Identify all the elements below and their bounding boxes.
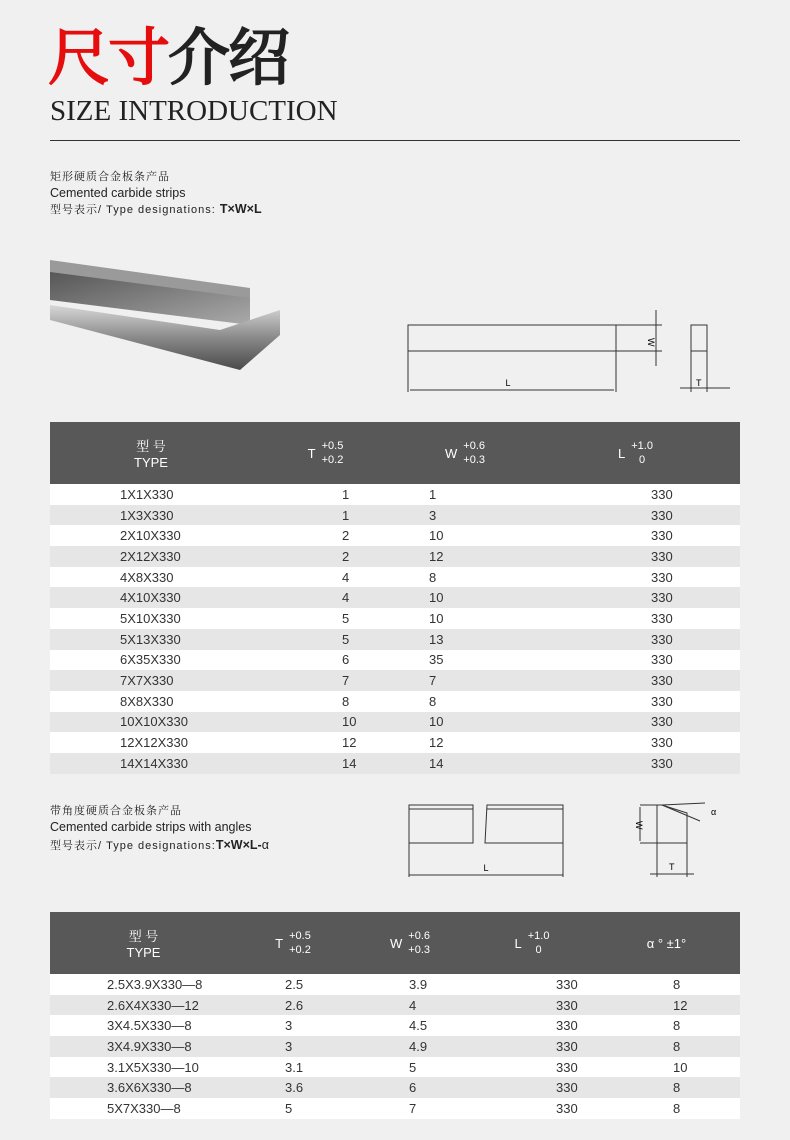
table-cell: 35 <box>399 650 531 671</box>
col-T: T +0.5 +0.2 <box>252 422 399 484</box>
table-cell: 5 <box>252 629 399 650</box>
size-table-2 <box>50 912 740 1119</box>
col-W: W +0.6 +0.3 <box>399 422 531 484</box>
table-cell: 10 <box>252 712 399 733</box>
table-cell: 4X10X330 <box>50 587 252 608</box>
table-row <box>50 974 740 995</box>
table-cell: 1 <box>252 505 399 526</box>
designation-prefix: 型号表示/ Type designations: <box>50 840 216 852</box>
col-type: 型 号 TYPE <box>50 912 237 974</box>
table-cell: 8 <box>399 691 531 712</box>
table-cell: 330 <box>531 691 740 712</box>
table-cell: 2X10X330 <box>50 525 252 546</box>
table-cell: 12 <box>399 732 531 753</box>
table-row <box>50 608 740 629</box>
table-cell: 330 <box>471 1036 593 1057</box>
title-red: 尺寸 <box>48 21 169 94</box>
table-cell: 330 <box>471 1077 593 1098</box>
label-L: L <box>483 863 489 873</box>
table-cell: 4 <box>349 995 471 1016</box>
table-cell: 4.5 <box>349 1015 471 1036</box>
table-cell: 7 <box>349 1098 471 1119</box>
table-cell: 8X8X330 <box>50 691 252 712</box>
label-T: T <box>696 378 702 388</box>
section1-en: Cemented carbide strips <box>50 186 186 200</box>
section2-cn: 带角度硬质合金板条产品 <box>50 805 182 817</box>
table-cell: 330 <box>471 1057 593 1078</box>
table-cell: 13 <box>399 629 531 650</box>
col-alpha: α ° ±1° <box>593 912 740 974</box>
carbide-strips-photo <box>50 250 290 390</box>
table-row <box>50 691 740 712</box>
table-cell: 12 <box>252 732 399 753</box>
table-cell: 4 <box>252 567 399 588</box>
table-cell: 10 <box>399 587 531 608</box>
table-cell: 5 <box>237 1098 349 1119</box>
section2-en: Cemented carbide strips with angles <box>50 820 252 834</box>
table-row <box>50 1098 740 1119</box>
table-cell: 330 <box>531 484 740 505</box>
table-cell: 330 <box>531 587 740 608</box>
col-L: L +1.0 0 <box>531 422 740 484</box>
table-cell: 10X10X330 <box>50 712 252 733</box>
table-row <box>50 1077 740 1098</box>
table-cell: 2 <box>252 546 399 567</box>
designation-alpha: α <box>261 838 269 852</box>
table-cell: 2.6 <box>237 995 349 1016</box>
table-row <box>50 995 740 1016</box>
table-cell: 4.9 <box>349 1036 471 1057</box>
table-cell: 4X8X330 <box>50 567 252 588</box>
table-cell: 10 <box>399 608 531 629</box>
table-row <box>50 1015 740 1036</box>
table-cell: 12 <box>399 546 531 567</box>
table-cell: 330 <box>471 974 593 995</box>
table-cell: 12 <box>593 995 740 1016</box>
table-cell: 1 <box>399 484 531 505</box>
table-cell: 3 <box>237 1036 349 1057</box>
table-cell: 1X3X330 <box>50 505 252 526</box>
table-row <box>50 1036 740 1057</box>
table-cell: 8 <box>252 691 399 712</box>
table-cell: 2.6X4X330—12 <box>50 995 237 1016</box>
table-cell: 2X12X330 <box>50 546 252 567</box>
table-cell: 330 <box>531 608 740 629</box>
table-cell: 2 <box>252 525 399 546</box>
table-cell: 3.6 <box>237 1077 349 1098</box>
table-cell: 330 <box>531 525 740 546</box>
table-cell: 5X10X330 <box>50 608 252 629</box>
table-row <box>50 732 740 753</box>
table-cell: 330 <box>531 650 740 671</box>
table-cell: 3.1X5X330—10 <box>50 1057 237 1078</box>
col-W: W +0.6 +0.3 <box>349 912 471 974</box>
table-header <box>50 912 740 974</box>
table-cell: 6X35X330 <box>50 650 252 671</box>
strip-diagram <box>400 300 740 400</box>
table-cell: 3.1 <box>237 1057 349 1078</box>
designation-prefix: 型号表示/ Type designations: <box>50 204 220 216</box>
label-W: W <box>646 338 656 347</box>
table-cell: 5X7X330—8 <box>50 1098 237 1119</box>
table-row <box>50 670 740 691</box>
table-cell: 8 <box>593 1036 740 1057</box>
table-cell: 330 <box>531 629 740 650</box>
label-W: W <box>634 821 644 830</box>
table-cell: 10 <box>593 1057 740 1078</box>
table-cell: 14 <box>252 753 399 774</box>
table-row <box>50 753 740 774</box>
table-cell: 10 <box>399 712 531 733</box>
section1-description <box>50 169 262 218</box>
table-cell: 330 <box>531 670 740 691</box>
table-cell: 10 <box>399 525 531 546</box>
table-cell: 14 <box>399 753 531 774</box>
table-cell: 6 <box>349 1077 471 1098</box>
table-cell: 5 <box>349 1057 471 1078</box>
table-row <box>50 650 740 671</box>
table-cell: 14X14X330 <box>50 753 252 774</box>
table-cell: 8 <box>593 974 740 995</box>
table-row <box>50 587 740 608</box>
table-cell: 3X4.9X330—8 <box>50 1036 237 1057</box>
section1-cn: 矩形硬质合金板条产品 <box>50 171 170 183</box>
page-subtitle: SIZE INTRODUCTION <box>50 95 338 127</box>
table-cell: 3 <box>399 505 531 526</box>
col-type: 型 号 TYPE <box>50 422 252 484</box>
table-cell: 8 <box>399 567 531 588</box>
table-cell: 5 <box>252 608 399 629</box>
table-row <box>50 712 740 733</box>
table-cell: 330 <box>471 1098 593 1119</box>
label-L: L <box>505 378 511 388</box>
table-row <box>50 546 740 567</box>
table-cell: 3.6X6X330—8 <box>50 1077 237 1098</box>
col-L: L +1.0 0 <box>471 912 593 974</box>
table-row <box>50 505 740 526</box>
table-cell: 6 <box>252 650 399 671</box>
section2-description <box>50 803 269 854</box>
table-cell: 7 <box>399 670 531 691</box>
table-row <box>50 525 740 546</box>
label-T: T <box>669 862 675 872</box>
table-cell: 330 <box>531 567 740 588</box>
col-T: T +0.5 +0.2 <box>237 912 349 974</box>
table-cell: 3X4.5X330—8 <box>50 1015 237 1036</box>
label-alpha: α <box>711 807 717 817</box>
table-cell: 330 <box>531 732 740 753</box>
table-row <box>50 567 740 588</box>
table-cell: 8 <box>593 1015 740 1036</box>
table-cell: 2.5 <box>237 974 349 995</box>
table-row <box>50 484 740 505</box>
table-cell: 330 <box>531 546 740 567</box>
page-title <box>48 22 288 94</box>
table-cell: 2.5X3.9X330—8 <box>50 974 237 995</box>
designation: T×W×L- <box>215 838 262 852</box>
table-cell: 330 <box>471 995 593 1016</box>
table-cell: 12X12X330 <box>50 732 252 753</box>
table-row <box>50 629 740 650</box>
table-cell: 330 <box>531 753 740 774</box>
designation: T×W×L <box>219 202 262 216</box>
table-cell: 1 <box>252 484 399 505</box>
size-table-1 <box>50 422 740 774</box>
table-cell: 5X13X330 <box>50 629 252 650</box>
table-cell: 330 <box>531 712 740 733</box>
table-cell: 7 <box>252 670 399 691</box>
table-cell: 1X1X330 <box>50 484 252 505</box>
table-cell: 330 <box>531 505 740 526</box>
table-row <box>50 1057 740 1078</box>
table-cell: 8 <box>593 1098 740 1119</box>
angled-strip-diagram <box>400 795 740 890</box>
table-header <box>50 422 740 484</box>
table-cell: 330 <box>471 1015 593 1036</box>
table-cell: 8 <box>593 1077 740 1098</box>
title-black: 介绍 <box>168 21 289 94</box>
table-cell: 7X7X330 <box>50 670 252 691</box>
divider <box>50 140 740 141</box>
table-cell: 4 <box>252 587 399 608</box>
table-cell: 3.9 <box>349 974 471 995</box>
table-cell: 3 <box>237 1015 349 1036</box>
